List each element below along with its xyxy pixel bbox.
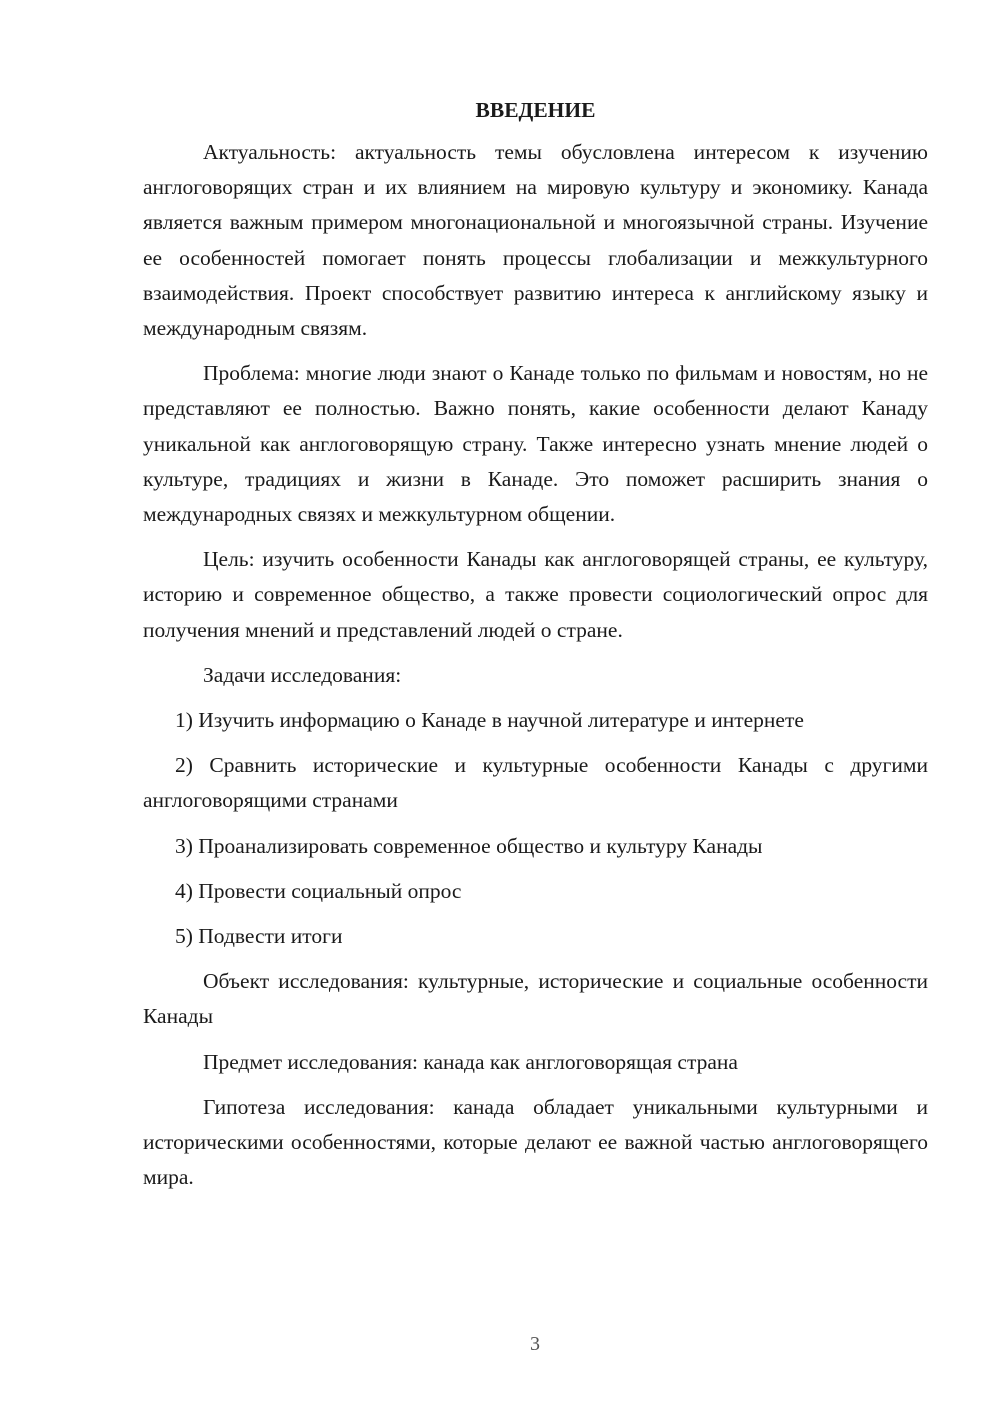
paragraph-relevance: Актуальность: актуальность темы обусловлена интересом к изучению англоговорящих стран и их влиянием на мировую культуру и экономику. Канада является важным примером многонациональной и многоязычной страны. Изучение ее особенностей помогает понять процессы глобализации и межкультурного взаимодействия. Проект способствует развитию интереса к английскому языку и международным связям. (143, 140, 928, 341)
list-item-task-1: 1) Изучить информацию о Канаде в научной литературе и интернете (175, 708, 804, 733)
paragraph-subject: Предмет исследования: канада как англоговорящая страна (203, 1049, 738, 1074)
tasks-heading: Задачи исследования: (203, 662, 402, 687)
page-number: 3 (530, 1333, 540, 1355)
page-content (143, 95, 928, 1205)
paragraph-problem: Проблема: многие люди знают о Канаде только по фильмам и новостям, но не представляют ее полностью. Важно понять, какие особенности делают Канаду уникальной как англоговорящую страну. Также интересно узнать мнение людей о культуре, традициях и жизни в Канаде. Это поможет расширить знания о международных связях и межкультурном общении. (143, 361, 928, 527)
list-item-task-4: 4) Провести социальный опрос (175, 878, 462, 903)
page-title: ВВЕДЕНИЕ (475, 98, 596, 122)
paragraph-object: Объект исследования: культурные, исторические и социальные особенности Канады (143, 969, 928, 1029)
list-item-task-5: 5) Подвести итоги (175, 924, 343, 949)
list-item-task-2: 2) Сравнить исторические и культурные особенности Канады с другими англоговорящими странами (143, 753, 928, 813)
list-item-task-3: 3) Проанализировать современное общество и культуру Канады (175, 833, 763, 858)
paragraph-hypothesis: Гипотеза исследования: канада обладает уникальными культурными и историческими особенностями, которые делают ее важной частью англоговорящего мира. (143, 1094, 928, 1190)
paragraph-goal: Цель: изучить особенности Канады как англоговорящей страны, ее культуру, историю и современное общество, а также провести социологический опрос для получения мнений и представлений людей о стране. (143, 547, 928, 642)
